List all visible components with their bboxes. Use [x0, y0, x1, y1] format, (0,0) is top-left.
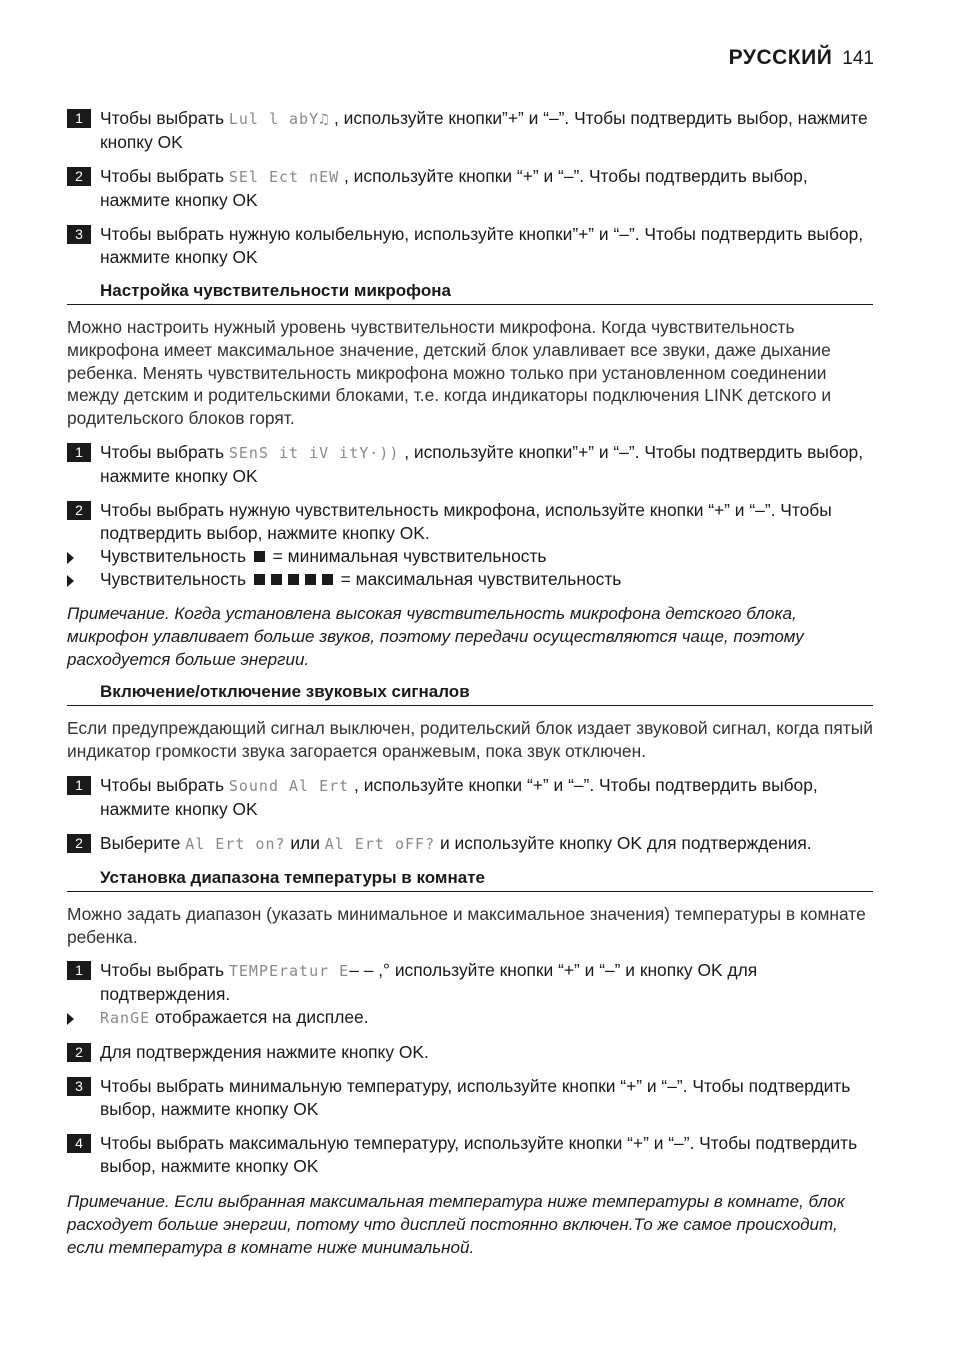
bullet-arrow-icon	[67, 575, 74, 587]
page-content	[67, 107, 873, 1269]
bullet-arrow-icon	[67, 552, 74, 564]
step-number: 2	[67, 501, 91, 520]
page-header	[729, 46, 874, 70]
bullet-arrow-icon	[67, 1013, 74, 1025]
step-text-post: – – ,° используйте кнопки “+” и “–” и кнопку OK для подтверждения.	[100, 960, 758, 1005]
step-text-pre: Чтобы выбрать	[100, 166, 229, 186]
step-3-select-lullaby-song	[67, 223, 873, 269]
bullet-text-post: = минимальная чувствительность	[267, 545, 547, 566]
step-number: 1	[67, 776, 91, 795]
temp-step-2	[67, 1041, 873, 1064]
lcd-text-off: Al Ert oFF?	[324, 834, 436, 853]
step-text: Чтобы выбрать нужную чувствительность микрофона, используйте кнопки “+” и “–”. Чтобы подтвердить выбор, нажмите кнопку OK.	[100, 499, 832, 543]
mic-note: Примечание. Когда установлена высокая чувствительность микрофона детского блока, микрофон улавливает больше звуков, поэтому передачи осуществляются чаще, поэтому расходуется больше энергии.	[67, 604, 804, 670]
step-text-post: , используйте кнопки”+” и “–”. Чтобы подтвердить выбор, нажмите кнопку OK	[100, 108, 868, 152]
step-text-pre: Выберите	[100, 832, 186, 853]
mic-bullet-max	[67, 568, 873, 591]
step-text-pre: Чтобы выбрать	[100, 774, 229, 795]
section-title-temperature: Установка диапазона температуры в комнате	[67, 867, 873, 892]
bullet-text-post: = максимальная чувствительность	[335, 568, 622, 589]
level-square-icon	[288, 574, 299, 585]
step-text-pre: Чтобы выбрать	[100, 441, 229, 462]
temp-bullet-range	[67, 1006, 873, 1030]
step-text-mid: или	[285, 832, 325, 853]
step-text: Чтобы выбрать нужную колыбельную, используйте кнопки”+” и “–”. Чтобы подтвердить выбор, нажмите кнопку OK	[100, 224, 864, 267]
step-text-post: , используйте кнопки”+” и “–”. Чтобы подтвердить выбор, нажмите кнопку OK	[100, 441, 864, 486]
lcd-text: RanGE	[100, 1009, 151, 1028]
temp-step-4	[67, 1132, 873, 1178]
bullet-text-pre: Чувствительность	[100, 545, 251, 566]
lcd-text: SEnS it iV itY	[228, 443, 370, 462]
step-number: 2	[67, 167, 91, 186]
temp-step-3	[67, 1075, 873, 1121]
temp-intro-paragraph: Можно задать диапазон (указать минимальное и максимальное значения) температуры в комнате ребенка.	[67, 903, 866, 947]
level-square-icon	[322, 574, 333, 585]
step-number: 2	[67, 834, 91, 853]
mic-bullet-min	[67, 545, 873, 568]
step-text-post: , используйте кнопки “+” и “–”. Чтобы подтвердить выбор, нажмите кнопку OK	[100, 774, 818, 819]
lcd-text: Sound Al Ert	[228, 776, 350, 795]
step-text-pre: Чтобы выбрать	[100, 108, 229, 128]
step-text: Чтобы выбрать максимальную температуру, используйте кнопки “+” и “–”. Чтобы подтвердить выбор, нажмите кнопку OK	[100, 1132, 858, 1176]
level-square-icon	[254, 574, 265, 585]
lcd-text: Lul l abY♫	[228, 110, 330, 128]
step-2-select-new	[67, 165, 873, 212]
bullet-text-post: отображается на дисплее.	[150, 1007, 369, 1028]
lcd-text-on: Al Ert on?	[185, 834, 286, 853]
section-title-alerts: Включение/отключение звуковых сигналов	[67, 681, 873, 706]
section-title-mic-sensitivity: Настройка чувствительности микрофона	[67, 280, 873, 305]
step-text-pre: Чтобы выбрать	[100, 960, 229, 981]
lcd-text: SEl Ect nEW	[228, 168, 340, 186]
mic-intro-paragraph: Можно настроить нужный уровень чувствительности микрофона. Когда чувствительность микрофона имеет максимальное значение, детский блок улавливает все звуки, даже дыхание ребенка. Менять чувствительность микрофона можно только при установленном соединении между детским и родительскими блоками, т.е. когда индикаторы подключения LINK детского и родительского блоков горят.	[67, 317, 832, 429]
alert-intro-paragraph: Если предупреждающий сигнал выключен, родительский блок издает звуковой сигнал, когда пятый индикатор громкости звука загорается оранжевым, пока звук отключен.	[67, 718, 873, 761]
step-number: 4	[67, 1134, 91, 1153]
step-text: Для подтверждения нажмите кнопку OK.	[100, 1041, 429, 1062]
step-number: 1	[67, 109, 91, 128]
bullet-text-pre: Чувствительность	[100, 568, 251, 589]
step-number: 1	[67, 961, 91, 980]
mic-step-2	[67, 499, 873, 545]
step-text-post: и используйте кнопку OK для подтверждения.	[435, 832, 812, 853]
level-square-icon	[271, 574, 282, 585]
alert-step-2	[67, 832, 873, 856]
temp-note: Примечание. Если выбранная максимальная температура ниже температуры в комнате, блок расходует больше энергии, потому что дисплей постоянно включен.То же самое происходит, если температура в комнате ниже минимальной.	[67, 1191, 845, 1257]
mic-step-1	[67, 441, 873, 488]
temp-step-1	[67, 959, 873, 1006]
step-number: 2	[67, 1043, 91, 1062]
step-1-select-lullaby	[67, 107, 873, 154]
language-heading: РУССКИЙ	[728, 46, 833, 69]
sound-icon: ·))	[369, 443, 400, 462]
page-number: 141	[842, 48, 874, 69]
step-text: Чтобы выбрать минимальную температуру, используйте кнопки “+” и “–”. Чтобы подтвердить выбор, нажмите кнопку OK	[100, 1075, 851, 1119]
alert-step-1	[67, 774, 873, 821]
level-square-icon	[305, 574, 316, 585]
step-number: 3	[67, 1077, 91, 1096]
level-square-icon	[254, 551, 265, 562]
step-number: 1	[67, 443, 91, 462]
step-text-post: , используйте кнопки “+” и “–”. Чтобы подтвердить выбор, нажмите кнопку OK	[100, 166, 808, 210]
step-number: 3	[67, 225, 91, 244]
lcd-text: TEMPEratur E	[228, 962, 350, 981]
